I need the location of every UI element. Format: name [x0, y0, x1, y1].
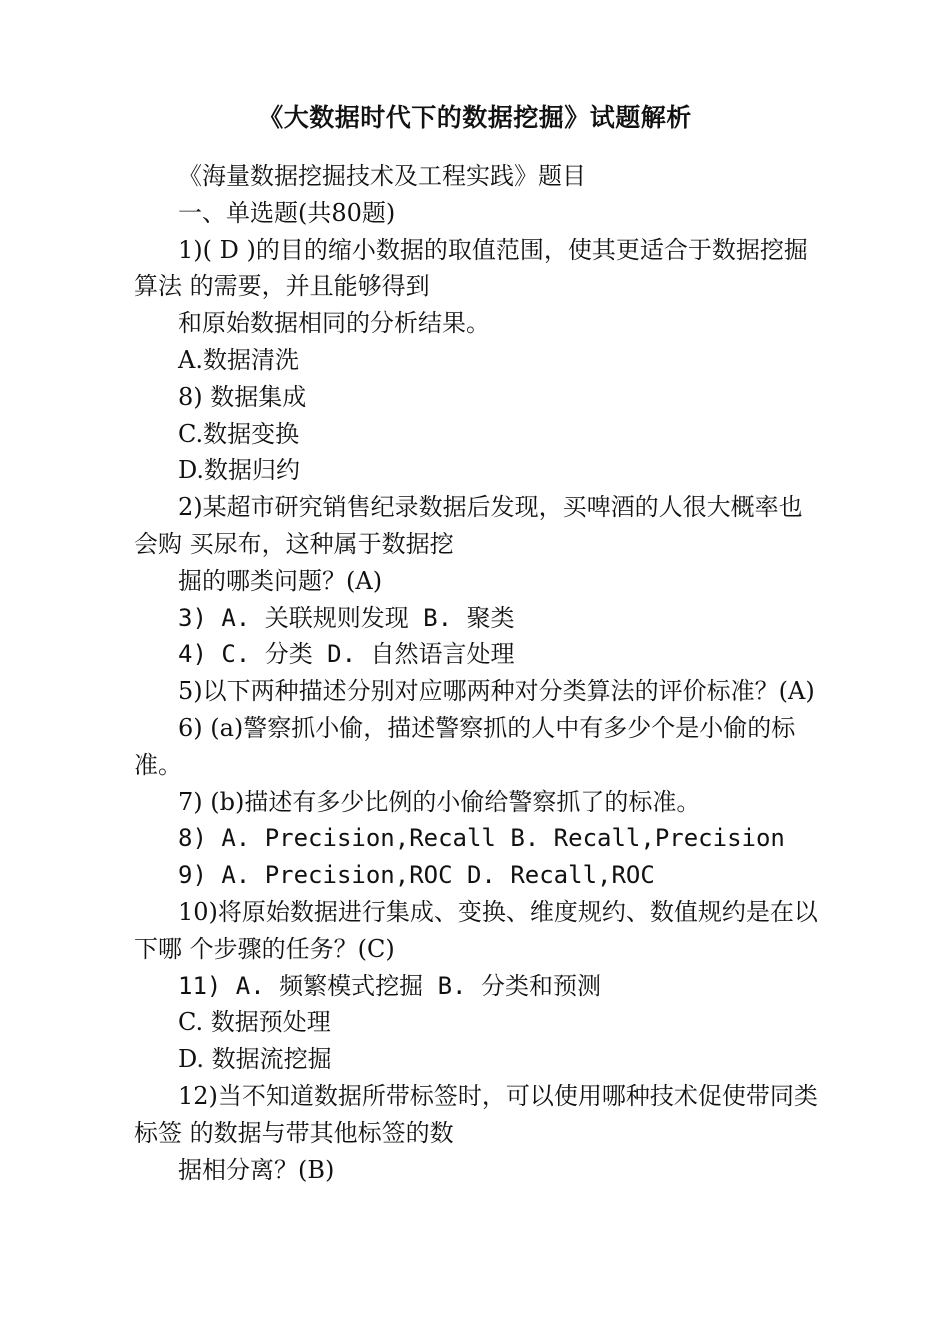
paragraph: 7) (b)描述有多少比例的小偷给警察抓了的标准。	[178, 787, 701, 816]
document-body	[134, 158, 824, 1188]
paragraph: 6) (a)警察抓小偷，描述警察抓的人中有多少个是小偷的标准。	[134, 713, 796, 779]
question-text: 1)( D )的目的缩小数据的取值范围，使其更适合于数据挖掘算法 的需要，并且能够得到	[134, 235, 808, 301]
answer-option: 11) A. 频繁模式挖掘 B. 分类和预测	[178, 971, 601, 1000]
paragraph: 据相分离？(B)	[178, 1155, 335, 1184]
answer-option: C. 数据预处理	[178, 1008, 331, 1037]
question-text: 2)某超市研究销售纪录数据后发现，买啤酒的人很大概率也会购 买尿布，这种属于数据挖	[134, 493, 803, 558]
answer-option: A.数据清洗	[178, 345, 299, 374]
paragraph: 一、单选题(共80题)	[178, 198, 396, 227]
question-text: 12)当不知道数据所带标签时，可以使用哪种技术促使带同类标签 的数据与带其他标签的数	[134, 1081, 818, 1147]
answer-option: 3) A. 关联规则发现 B. 聚类	[178, 603, 515, 632]
question-text: 5)以下两种描述分别对应哪两种对分类算法的评价标准？(A)	[178, 677, 815, 706]
paragraph: 掘的哪类问题？(A)	[178, 566, 383, 595]
question-text: 10)将原始数据进行集成、变换、维度规约、数值规约是在以下哪 个步骤的任务？(C)	[134, 897, 818, 963]
document-title: 《大数据时代下的数据挖掘》试题解析	[258, 103, 692, 132]
answer-option: 8) A. Precision,Recall B. Recall,Precision	[178, 824, 785, 853]
answer-option: D. 数据流挖掘	[178, 1045, 332, 1074]
answer-option: D.数据归约	[178, 456, 301, 485]
answer-option: 4) C. 分类 D. 自然语言处理	[178, 640, 515, 669]
answer-option: C.数据变换	[178, 419, 300, 448]
paragraph: 和原始数据相同的分析结果。	[178, 309, 490, 338]
answer-option: 9) A. Precision,ROC D. Recall,ROC	[178, 861, 655, 890]
answer-option: 8) 数据集成	[178, 382, 307, 411]
paragraph: 《海量数据挖掘技术及工程实践》题目	[178, 162, 586, 190]
